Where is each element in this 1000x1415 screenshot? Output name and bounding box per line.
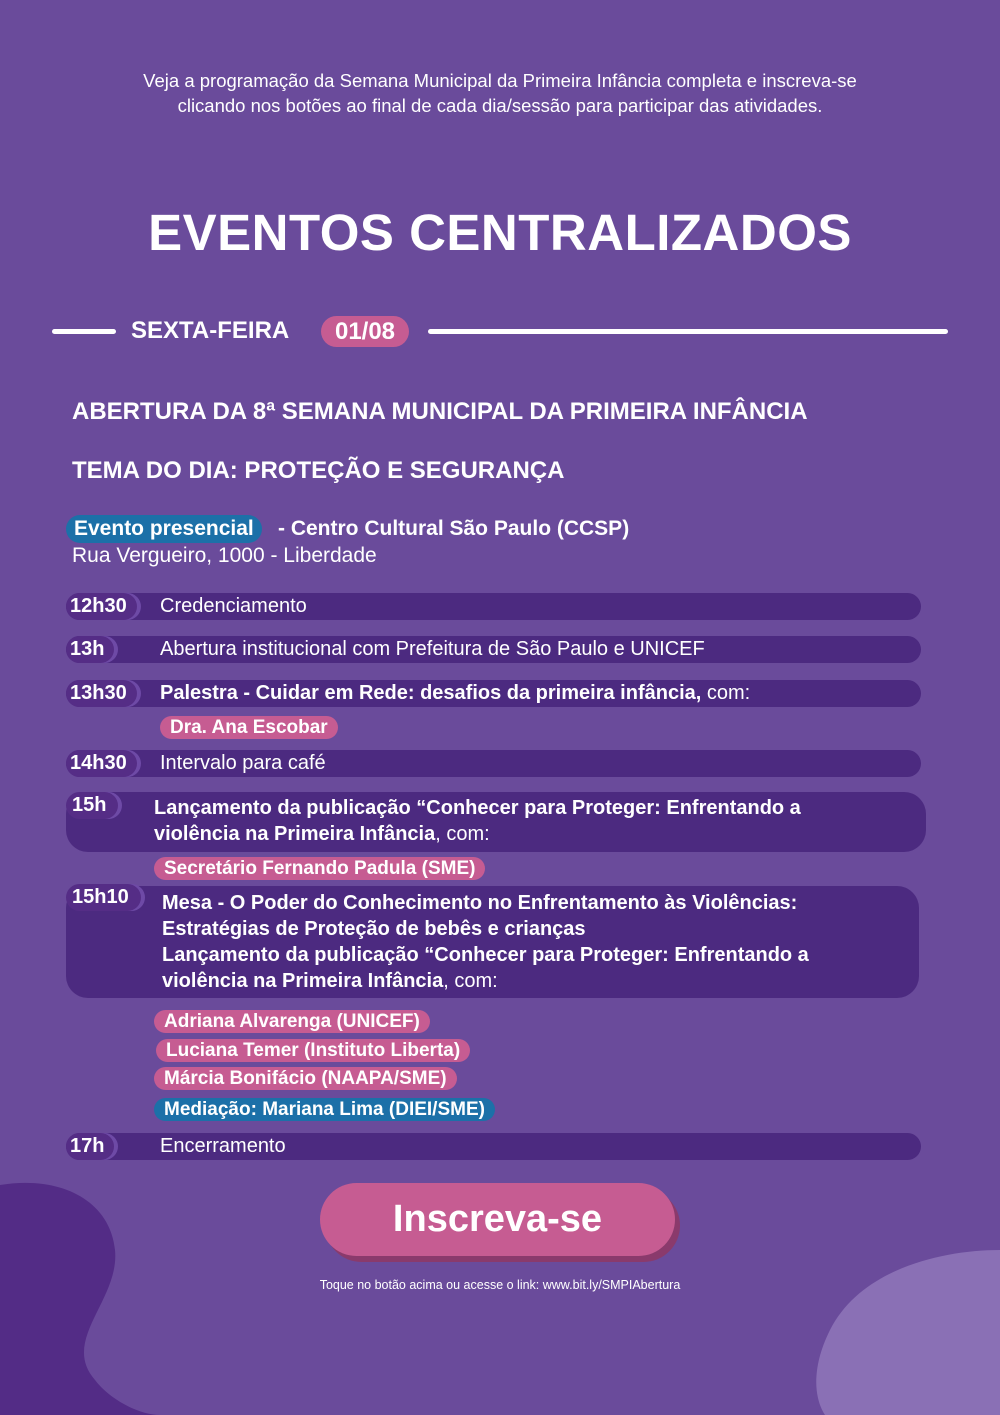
schedule-row	[66, 593, 921, 620]
schedule-line: Lançamento da publicação “Conhecer para Proteger: Enfrentando a	[154, 797, 801, 819]
speaker-badge: Dra. Ana Escobar	[160, 716, 338, 739]
register-button[interactable]: Inscreva-se	[320, 1183, 675, 1256]
schedule-text: Abertura institucional com Prefeitura de São Paulo e UNICEF	[160, 638, 705, 660]
divider-right	[428, 329, 948, 334]
schedule-line: Lançamento da publicação “Conhecer para Proteger: Enfrentando a	[162, 944, 809, 966]
day-theme: TEMA DO DIA: PROTEÇÃO E SEGURANÇA	[72, 457, 565, 484]
schedule-text: Credenciamento	[160, 595, 307, 617]
speaker-badge: Luciana Temer (Instituto Liberta)	[156, 1039, 470, 1062]
schedule-row	[66, 680, 921, 707]
date-badge: 01/08	[321, 316, 409, 347]
venue-address: Rua Vergueiro, 1000 - Liberdade	[72, 544, 377, 567]
schedule-text: Encerramento	[160, 1135, 286, 1157]
schedule-line: violência na Primeira Infância, com:	[154, 823, 490, 845]
time-badge: 12h30	[66, 593, 137, 620]
schedule-text: Intervalo para café	[160, 752, 326, 774]
time-badge: 13h30	[66, 680, 137, 707]
intro-line-2: clicando nos botões ao final de cada dia/sessão para participar das atividades.	[177, 95, 823, 116]
schedule-line: violência na Primeira Infância, com:	[162, 970, 498, 992]
time-badge: 15h10	[66, 884, 141, 911]
intro-line-1: Veja a programação da Semana Municipal da Primeira Infância completa e inscreva-se	[143, 70, 857, 91]
schedule-row	[66, 636, 921, 663]
blob-left-shape	[0, 1183, 160, 1415]
in-person-badge: Evento presencial	[66, 515, 262, 543]
time-badge: 14h30	[66, 750, 137, 777]
time-badge: 17h	[66, 1133, 114, 1160]
page-title: EVENTOS CENTRALIZADOS	[148, 204, 852, 261]
event-headline: ABERTURA DA 8ª SEMANA MUNICIPAL DA PRIMEIRA INFÂNCIA	[72, 398, 808, 425]
schedule-line: Estratégias de Proteção de bebês e crianças	[162, 918, 586, 940]
blob-right-shape	[816, 1250, 1000, 1415]
mediator-badge: Mediação: Mariana Lima (DIEI/SME)	[154, 1098, 495, 1121]
schedule-text	[154, 795, 801, 847]
footer-link-text[interactable]: Toque no botão acima ou acesse o link: www.bit.ly/SMPIAbertura	[319, 1278, 681, 1292]
schedule-line: Mesa - O Poder do Conhecimento no Enfrentamento às Violências:	[162, 892, 798, 914]
time-badge: 15h	[66, 792, 118, 819]
intro-text	[0, 68, 1000, 118]
schedule-row	[66, 1133, 921, 1160]
speaker-badge: Adriana Alvarenga (UNICEF)	[154, 1010, 430, 1033]
schedule-row	[66, 750, 921, 777]
time-badge: 13h	[66, 636, 114, 663]
day-label: SEXTA-FEIRA	[131, 317, 290, 344]
schedule-text	[160, 680, 750, 707]
talk-suffix: com:	[701, 682, 751, 704]
speaker-badge: Secretário Fernando Padula (SME)	[154, 857, 485, 880]
talk-title: Palestra - Cuidar em Rede: desafios da primeira infância,	[160, 682, 702, 704]
venue-name: - Centro Cultural São Paulo (CCSP)	[278, 517, 630, 540]
speaker-badge: Márcia Bonifácio (NAAPA/SME)	[154, 1067, 457, 1090]
schedule-text	[162, 890, 809, 994]
divider-left	[52, 329, 116, 334]
